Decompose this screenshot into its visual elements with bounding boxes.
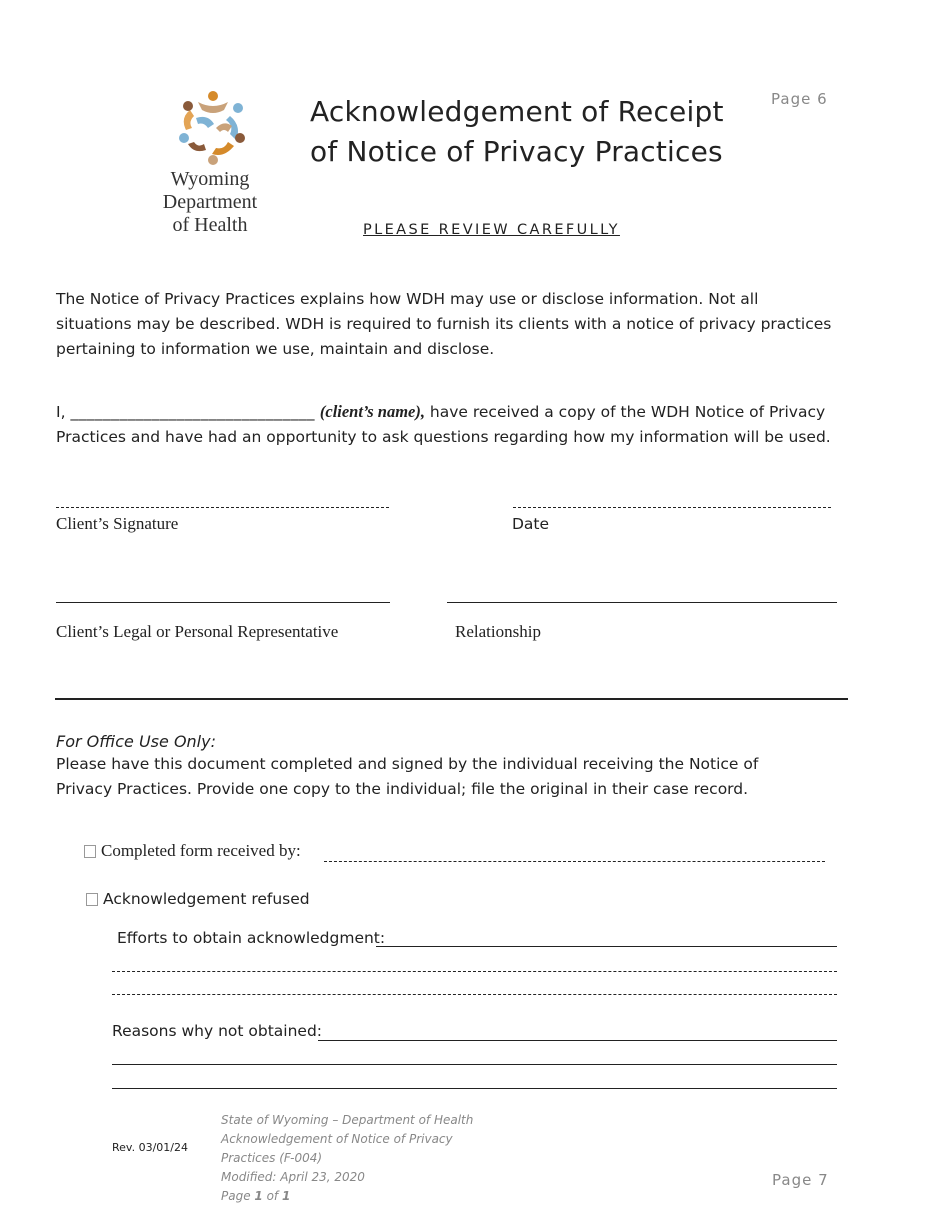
- client-signature-label: Client’s Signature: [56, 514, 179, 533]
- statement-rest: have received a copy of the WDH Notice of Privacy Practices and have had an opportunity to ask questions regarding how my information will be used.: [56, 403, 831, 446]
- refused-row: [86, 887, 310, 912]
- reasons-line-1[interactable]: [318, 1040, 837, 1041]
- statement-prefix: I,: [56, 403, 71, 421]
- efforts-line-2[interactable]: [112, 971, 837, 972]
- relationship-line[interactable]: [447, 602, 837, 603]
- relationship-label: Relationship: [455, 622, 541, 641]
- logo-line-3: of Health: [172, 214, 248, 236]
- reasons-line-2[interactable]: [112, 1064, 837, 1065]
- footer-line-2: Acknowledgement of Notice of Privacy: [221, 1132, 453, 1146]
- page-number-top: Page 6: [771, 90, 828, 108]
- representative-line[interactable]: [56, 602, 390, 603]
- completed-checkbox[interactable]: [84, 845, 96, 858]
- efforts-line-3[interactable]: [112, 994, 837, 995]
- logo-line-2: Department: [162, 191, 258, 213]
- wdh-logo: [168, 88, 258, 168]
- page-title: [310, 92, 724, 172]
- refused-label: Acknowledgement refused: [103, 890, 310, 908]
- acknowledgement-statement: [56, 399, 836, 450]
- footer-line-4: Modified: April 23, 2020: [221, 1170, 365, 1184]
- footer-page-count: [221, 1187, 473, 1206]
- footer-page-num: 1: [254, 1189, 263, 1203]
- footer-page-prefix: Page: [221, 1189, 255, 1203]
- footer-page-total: 1: [281, 1189, 291, 1203]
- completed-form-row: [84, 841, 301, 861]
- page-number-bottom: Page 7: [772, 1171, 829, 1189]
- footer-line-1: State of Wyoming – Department of Health: [221, 1113, 474, 1127]
- client-name-label: (client’s name),: [319, 402, 425, 421]
- reasons-line-3[interactable]: [112, 1088, 837, 1089]
- date-line[interactable]: [513, 507, 831, 508]
- footer-info: [221, 1111, 473, 1206]
- efforts-label: Efforts to obtain acknowledgment:: [117, 929, 386, 947]
- intro-paragraph: The Notice of Privacy Practices explains how WDH may use or disclose information. Not all situations may be described. WDH is required to furnish its clients with a notice of privacy practices pertaining to information we use, maintain and disclose.: [56, 290, 832, 358]
- review-heading: PLEASE REVIEW CAREFULLY: [363, 222, 620, 238]
- section-divider: [55, 698, 848, 700]
- title-line-1: Acknowledgement of Receipt: [310, 95, 724, 128]
- representative-label: Client’s Legal or Personal Representative: [56, 622, 339, 641]
- reasons-label: Reasons why not obtained:: [112, 1022, 323, 1040]
- wdh-logo-figures-icon: [168, 88, 258, 168]
- office-instructions: Please have this document completed and signed by the individual receiving the Notice of Privacy Practices. Provide one copy to the individual; file the original in their case record.: [56, 755, 759, 798]
- completed-form-label: Completed form received by:: [101, 841, 301, 860]
- client-name-field[interactable]: ______________________________: [70, 403, 315, 421]
- completed-form-line[interactable]: [324, 861, 825, 862]
- title-line-2: of Notice of Privacy Practices: [310, 135, 723, 168]
- client-signature-line[interactable]: [56, 507, 389, 508]
- logo-text: [140, 168, 280, 237]
- date-label: Date: [512, 515, 550, 533]
- logo-line-1: Wyoming: [170, 168, 250, 190]
- footer-page-of: of: [262, 1189, 282, 1203]
- revision-date: Rev. 03/01/24: [112, 1141, 188, 1154]
- footer-line-3: Practices (F-004): [221, 1151, 323, 1165]
- office-use-heading: For Office Use Only:: [56, 732, 216, 751]
- efforts-line-1[interactable]: [376, 946, 837, 947]
- refused-checkbox[interactable]: [86, 893, 98, 906]
